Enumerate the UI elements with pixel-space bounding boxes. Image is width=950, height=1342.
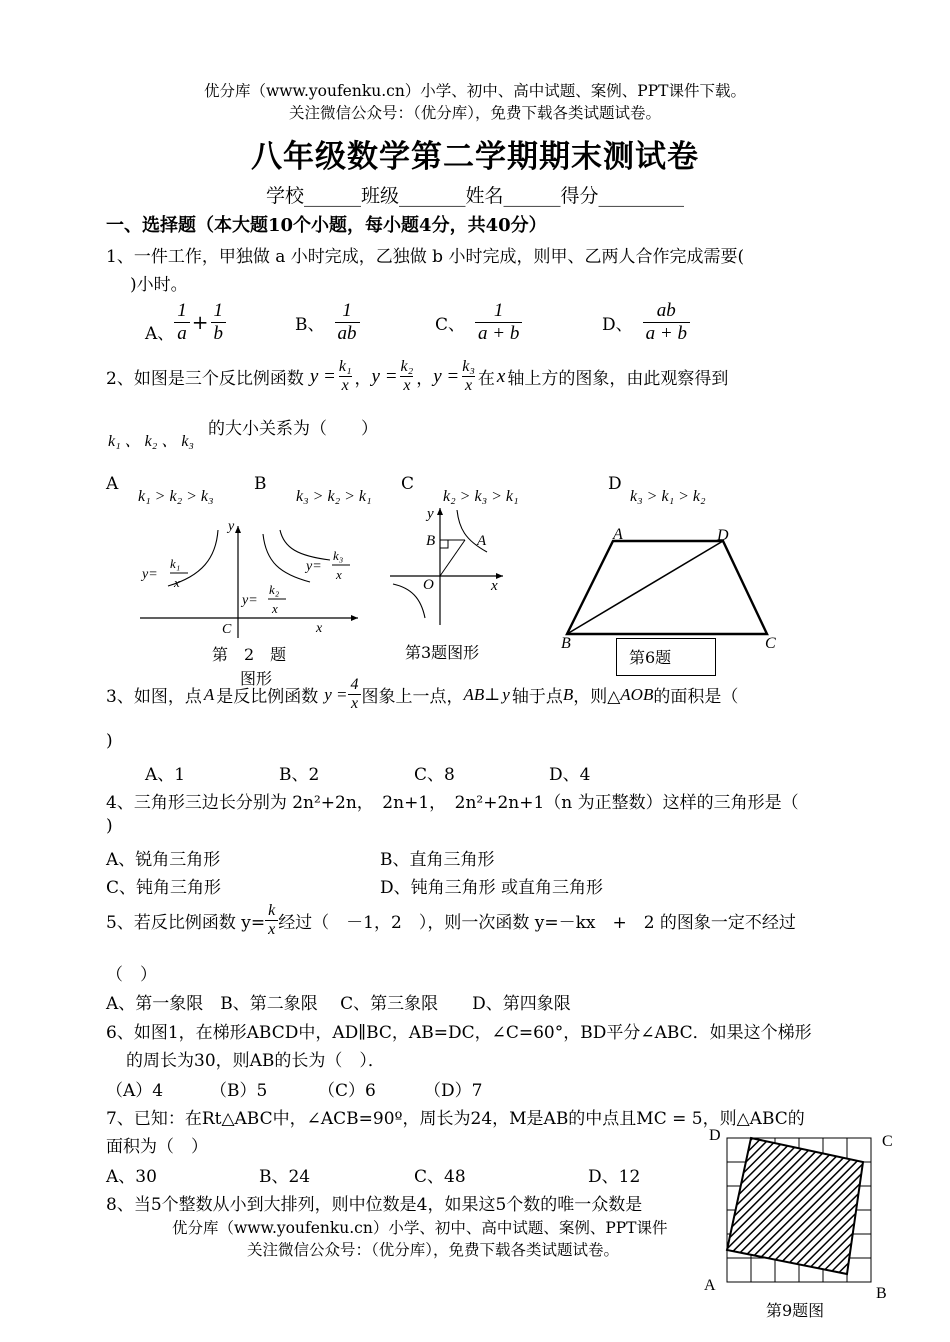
q5-options: A、第一象限 B、第二象限 C、第三象限 D、第四象限 <box>106 994 571 1014</box>
q2-frac-k1 <box>336 358 355 396</box>
frac-num: 1 <box>493 300 504 321</box>
q2-comma-2: ， <box>416 369 434 390</box>
frac-den: a + b <box>643 322 690 345</box>
header-line-2: 关注微信公众号：（优分库），免费下载各类试题试卷。 <box>288 104 661 122</box>
q3-ab: AB <box>463 684 485 704</box>
q6-line-2: 的周长为30，则AB的长为（ ）． <box>126 1051 385 1071</box>
fig2-right-top-label-k: k₃ <box>333 548 344 563</box>
q6-option-c: （C）6 <box>318 1081 376 1101</box>
q4-line-2: ) <box>106 816 113 836</box>
q2-option-a: k₁ > k₂ > k₃ <box>138 488 214 505</box>
q6-option-d: （D）7 <box>424 1081 483 1101</box>
q4-option-c: C、钝角三角形 <box>106 878 222 898</box>
frac-num: k₂ <box>400 358 414 375</box>
q8-line-1: 8、当5个整数从小到大排列，则中位数是4，如果这5个数的唯一众数是 <box>106 1195 643 1215</box>
fig2-curve-mid <box>263 534 310 582</box>
q3-text-f: 的面积是（ <box>653 687 739 708</box>
q3-line-1 <box>106 676 738 714</box>
q3-line-2: ) <box>106 731 113 751</box>
q5-pre: 5、若反比例函数 y= <box>106 913 266 934</box>
q1-option-a-frac1 <box>174 300 190 345</box>
fig2-origin-label: C <box>222 622 232 637</box>
q2-comma-1: ， <box>354 369 372 390</box>
frac-num: 4 <box>350 676 359 693</box>
q2-option-b: k₃ > k₂ > k₁ <box>296 488 372 505</box>
q7-line-1: 7、已知：在Rt△ABC中，∠ACB=90º，周长为24，M是AB的中点且MC = 5，则△ABC的 <box>106 1109 805 1129</box>
fig2-left-label-k: k₁ <box>170 556 181 571</box>
fig2-right-bot-label-y: y= <box>242 593 258 608</box>
fig2-y-label: y <box>228 520 235 534</box>
q3-func-y: y = <box>324 684 348 704</box>
fig3-point-a-label: A <box>477 533 487 549</box>
q1-option-d <box>602 300 690 345</box>
q1-option-c <box>435 300 522 345</box>
q4-line-1: 4、三角形三边长分别为 2n²+2n， 2n+1， 2n²+2n+1（n 为正整数）这样的三角形是（ <box>106 793 799 813</box>
q3-point-b: B <box>562 684 574 704</box>
fig3-origin-label: O <box>423 577 434 593</box>
q1-line-1: 1、一件工作，甲独做 a 小时完成，乙独做 b 小时完成，则甲、乙两人合作完成需要( <box>106 247 745 267</box>
q3-func-frac <box>348 676 362 714</box>
q3-text-c: 图象上一点， <box>361 687 464 708</box>
q1-option-c-label: C、 <box>435 314 466 335</box>
q5-frac <box>265 902 278 940</box>
q7-option-a: A、30 <box>106 1167 157 1187</box>
fig9-point-c-label: C <box>882 1133 893 1150</box>
q2-line-1 <box>106 358 728 396</box>
q2-x-axis: x <box>496 365 506 387</box>
fig6-point-a-label: A <box>613 526 623 543</box>
q1-line-2: )小时。 <box>130 275 188 295</box>
frac-den: x <box>462 376 475 395</box>
fig9-point-a-label: A <box>704 1277 716 1294</box>
q5-post: 经过（ －1，2 ），则一次函数 y=－kx + 2 的图象一定不经过 <box>278 913 796 934</box>
fig3-y-label: y <box>427 506 434 522</box>
frac-den: a <box>174 322 190 345</box>
fig2-caption-line-2: 图形 <box>240 669 273 688</box>
q6-line-1: 6、如图1，在梯形ABCD中，AD∥BC，AB=DC，∠C=60°，BD平分∠ABC．如果这个梯形 <box>106 1023 812 1043</box>
q2-option-d: k₃ > k₁ > k₂ <box>630 488 706 505</box>
frac-den: x <box>265 920 278 939</box>
q7-option-b: B、24 <box>259 1167 311 1187</box>
fig6-point-d-label: D <box>717 527 729 544</box>
frac-den: ab <box>335 322 360 345</box>
fig9-point-b-label: B <box>876 1285 887 1302</box>
frac-num: k₁ <box>338 358 352 375</box>
q3-option-b: B、2 <box>279 765 320 785</box>
q2-line-2-k: k₁ 、 k₂ 、 k₃ <box>108 433 194 450</box>
q1-option-b <box>295 300 360 345</box>
fig9-shaded-square <box>727 1138 863 1274</box>
fig2-x-arrow <box>351 615 358 621</box>
fig6-point-b-label: B <box>561 635 571 652</box>
q2-frac-k2 <box>398 358 417 396</box>
q3-text-e: ，则△ <box>573 687 621 708</box>
q5-line-1 <box>106 902 796 940</box>
q5-line-2: （ ） <box>106 965 157 985</box>
q3-option-a: A、1 <box>145 765 186 785</box>
q2-option-c-label: C <box>401 474 415 494</box>
fig3-x-label: x <box>491 578 498 594</box>
q7-option-d: D、12 <box>588 1167 641 1187</box>
q3-option-c: C、8 <box>414 765 455 785</box>
q1-option-b-label: B、 <box>295 314 325 335</box>
q4-option-b: B、直角三角形 <box>380 850 495 870</box>
q3-point-a: A <box>203 684 215 704</box>
q7-option-c: C、48 <box>414 1167 466 1187</box>
q3-aob: AOB <box>620 684 654 704</box>
frac-num: k₃ <box>462 358 475 375</box>
q2-option-a-label: A <box>106 474 119 494</box>
fig9-caption: 第9题图 <box>766 1301 825 1320</box>
q3-option-d: D、4 <box>549 765 591 785</box>
q3-text-a: 3、如图，点 <box>106 687 202 708</box>
plus-sign: + <box>191 310 209 335</box>
q1-option-d-label: D、 <box>602 314 633 335</box>
q7-line-2: 面积为（ ） <box>106 1137 208 1157</box>
q2-prefix: 2、如图是三个反比例函数 <box>106 369 304 390</box>
footer-line-1: 优分库（www.youfenku.cn）小学、初中、高中试题、案例、PPT课件 <box>172 1219 668 1237</box>
fig3-curve-q3 <box>393 584 425 618</box>
fig6-caption: 第6题 <box>616 638 716 676</box>
q2-y3: y = <box>433 365 460 387</box>
section-1-heading: 一、选择题（本大题10个小题，每小题4分，共40分） <box>106 215 547 236</box>
fig2-left-label-y: y= <box>142 567 158 582</box>
q3-perp: ⊥ <box>484 684 501 705</box>
frac-den: a + b <box>475 322 522 345</box>
q2-suffix-pre: 在 <box>477 369 495 390</box>
q4-option-d: D、钝角三角形 或直角三角形 <box>380 878 604 898</box>
frac-num: k <box>268 902 276 919</box>
student-info-line: 学校______班级_______姓名______得分_________ <box>265 185 684 207</box>
fig2-right-bot-label-k: k₂ <box>269 582 280 597</box>
frac-den: x <box>339 376 352 395</box>
header-line-1: 优分库（www.youfenku.cn）小学、初中、高中试题、案例、PPT课件下载。 <box>203 82 747 100</box>
fig2-curve-right <box>280 530 330 560</box>
frac-num: ab <box>656 300 676 321</box>
frac-num: 1 <box>342 300 352 321</box>
fig2-y-arrow <box>235 526 241 533</box>
q1-option-a-frac2 <box>211 300 227 345</box>
q3-text-b: 是反比例函数 <box>216 687 319 708</box>
frac-den: x <box>348 694 361 713</box>
fig3-point-b-label: B <box>426 533 436 549</box>
fig2-right-bot-label-x: x <box>272 601 278 616</box>
fig3-caption: 第3题图形 <box>405 643 480 662</box>
q1-option-c-frac <box>475 300 522 345</box>
fig2-right-top-label-x: x <box>336 567 342 582</box>
q2-option-c: k₂ > k₃ > k₁ <box>443 488 519 505</box>
q1-option-a <box>145 300 226 345</box>
q2-y2: y = <box>371 365 398 387</box>
frac-den: x <box>400 376 413 395</box>
footer-line-2: 关注微信公众号：（优分库），免费下载各类试题试卷。 <box>247 1241 620 1259</box>
fig3-segment-oa <box>440 540 465 576</box>
fig6-trapezoid-shape <box>567 541 767 634</box>
fig3-right-angle-mark <box>440 540 448 548</box>
fig6-point-c-label: C <box>765 635 776 652</box>
page-title: 八年级数学第二学期期末测试卷 <box>251 139 699 175</box>
fig3-y-arrow <box>437 508 443 515</box>
q4-option-a: A、锐角三角形 <box>106 850 221 870</box>
frac-num: 1 <box>177 300 187 321</box>
figure-6-trapezoid <box>555 522 795 652</box>
q1-option-a-label: A、 <box>145 323 175 344</box>
fig2-x-label: x <box>316 621 323 636</box>
figure-3-graph <box>385 500 515 630</box>
q2-line-2: 的大小关系为（ ） <box>208 419 378 439</box>
fig2-right-top-label-y: y= <box>306 559 322 574</box>
q1-option-b-frac <box>335 300 360 345</box>
q3-yaxis: y <box>502 684 510 704</box>
fig9-point-d-label: D <box>709 1127 721 1144</box>
q6-option-a: （A）4 <box>106 1081 164 1101</box>
q2-y1: y = <box>309 365 336 387</box>
fig2-caption-line-1: 第 2 题 <box>212 645 287 664</box>
q2-suffix: 轴上方的图象，由此观察得到 <box>507 369 729 390</box>
q6-option-b: （B）5 <box>210 1081 268 1101</box>
fig2-left-label-x: x <box>174 575 180 590</box>
figure-9-grid <box>700 1122 900 1322</box>
q2-frac-k3 <box>459 358 478 396</box>
figure-2-graph <box>130 520 370 640</box>
frac-den: b <box>211 322 227 345</box>
q2-option-d-label: D <box>608 474 622 494</box>
q3-text-d: 轴于点 <box>511 687 563 708</box>
frac-num: 1 <box>213 300 224 321</box>
q2-option-b-label: B <box>254 474 267 494</box>
q1-option-d-frac <box>643 300 690 345</box>
